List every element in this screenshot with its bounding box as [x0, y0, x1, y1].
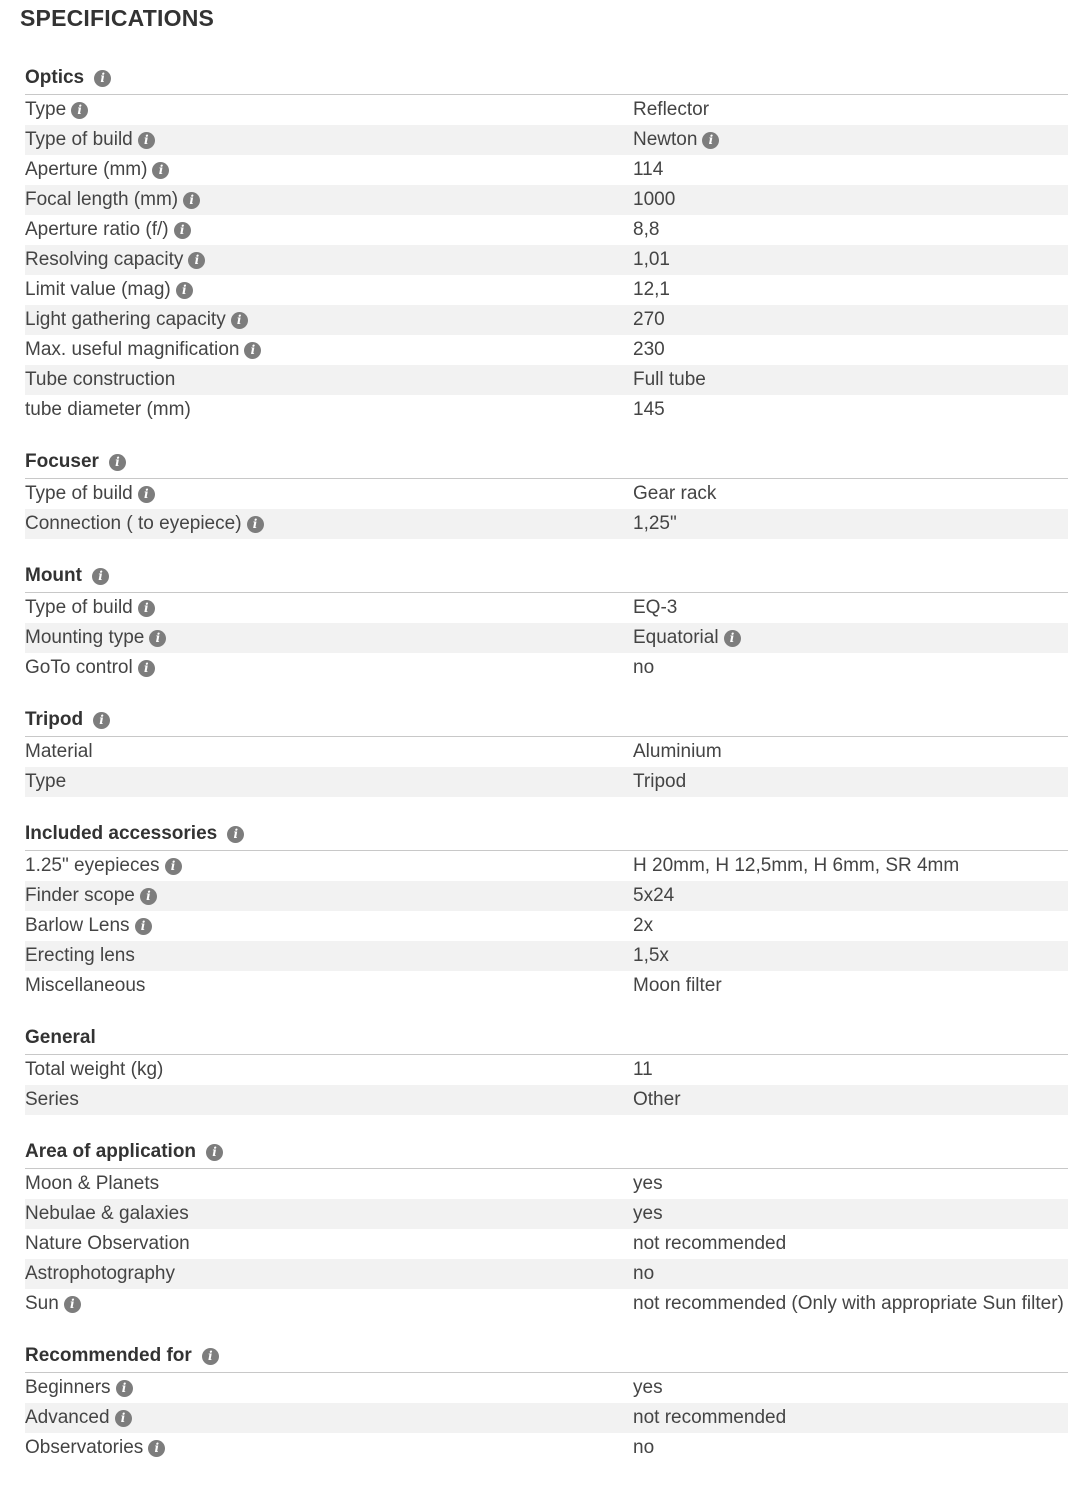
- section-included-accessories: [25, 818, 1068, 1001]
- page-title: SPECIFICATIONS: [20, 5, 215, 31]
- spec-label-cell: [25, 513, 633, 535]
- section-header: [25, 446, 1068, 479]
- spec-label: Aperture (mm): [25, 159, 148, 180]
- info-icon[interactable]: i: [116, 1380, 133, 1397]
- spec-label-cell: [25, 1377, 633, 1399]
- spec-row: [25, 1229, 1068, 1259]
- spec-row: [25, 215, 1068, 245]
- spec-value: 114: [633, 159, 664, 180]
- spec-value: yes: [633, 1203, 663, 1224]
- spec-label-cell: [25, 1059, 633, 1081]
- spec-label: Aperture ratio (f/): [25, 219, 169, 240]
- info-icon[interactable]: i: [71, 102, 88, 119]
- spec-value-cell: [633, 771, 686, 793]
- section-title: Area of application: [25, 1141, 197, 1162]
- spec-rows: [25, 851, 1068, 1001]
- spec-row: [25, 479, 1068, 509]
- spec-label-cell: [25, 1437, 633, 1459]
- info-icon[interactable]: i: [92, 568, 109, 585]
- spec-label: Miscellaneous: [25, 975, 146, 996]
- spec-rows: [25, 1169, 1068, 1319]
- spec-row: [25, 941, 1068, 971]
- info-icon[interactable]: i: [138, 132, 155, 149]
- info-icon[interactable]: i: [64, 1296, 81, 1313]
- spec-row: [25, 365, 1068, 395]
- spec-value: Newton: [633, 129, 698, 150]
- spec-row: [25, 1433, 1068, 1463]
- spec-row: [25, 971, 1068, 1001]
- spec-value-cell: [633, 597, 677, 619]
- section-general: [25, 1022, 1068, 1115]
- spec-value: Tripod: [633, 771, 687, 792]
- spec-row: [25, 1373, 1068, 1403]
- spec-label: Material: [25, 741, 93, 762]
- spec-row: [25, 1403, 1068, 1433]
- spec-value-cell: [633, 1437, 654, 1459]
- spec-row: [25, 155, 1068, 185]
- spec-label: Type of build: [25, 597, 133, 618]
- spec-value: EQ-3: [633, 597, 678, 618]
- section-focuser: [25, 446, 1068, 539]
- spec-label: tube diameter (mm): [25, 399, 191, 420]
- spec-label-cell: [25, 1407, 633, 1429]
- spec-rows: [25, 479, 1068, 539]
- spec-value: 230: [633, 339, 665, 360]
- spec-label: Type: [25, 771, 67, 792]
- spec-label: Astrophotography: [25, 1263, 175, 1284]
- section-header: [25, 704, 1068, 737]
- spec-label-cell: [25, 915, 633, 937]
- spec-value-cell: [633, 1263, 654, 1285]
- spec-rows: [25, 593, 1068, 683]
- spec-value-cell: [633, 975, 722, 997]
- spec-value-cell: [633, 513, 677, 535]
- spec-label-cell: [25, 399, 633, 421]
- spec-row: [25, 1055, 1068, 1085]
- spec-value: yes: [633, 1377, 663, 1398]
- spec-value: 2x: [633, 915, 654, 936]
- spec-row: [25, 1169, 1068, 1199]
- spec-value-cell: [633, 189, 675, 211]
- spec-label-cell: [25, 627, 633, 649]
- spec-row: [25, 767, 1068, 797]
- info-icon[interactable]: i: [227, 826, 244, 843]
- info-icon[interactable]: i: [135, 918, 152, 935]
- spec-value: 1,25": [633, 513, 677, 534]
- spec-label-cell: [25, 741, 633, 763]
- spec-rows: [25, 1055, 1068, 1115]
- spec-label-cell: [25, 219, 633, 241]
- spec-value-cell: [633, 885, 674, 907]
- spec-value: H 20mm, H 12,5mm, H 6mm, SR 4mm: [633, 855, 960, 876]
- spec-label: Total weight (kg): [25, 1059, 164, 1080]
- spec-label-cell: [25, 99, 633, 121]
- spec-value-cell: [633, 741, 722, 763]
- spec-label-cell: [25, 129, 633, 151]
- spec-label: Erecting lens: [25, 945, 135, 966]
- spec-label: Beginners: [25, 1377, 111, 1398]
- spec-row: [25, 653, 1068, 683]
- spec-value-cell: [633, 1089, 681, 1111]
- spec-label: Finder scope: [25, 885, 135, 906]
- section-area-of-application: [25, 1136, 1068, 1319]
- spec-row: [25, 335, 1068, 365]
- spec-label-cell: [25, 975, 633, 997]
- spec-label-cell: [25, 279, 633, 301]
- spec-row: [25, 245, 1068, 275]
- info-icon[interactable]: i: [138, 486, 155, 503]
- spec-row: [25, 185, 1068, 215]
- spec-row: [25, 275, 1068, 305]
- spec-label-cell: [25, 159, 633, 181]
- spec-value: no: [633, 657, 655, 678]
- spec-label-cell: [25, 309, 633, 331]
- spec-label-cell: [25, 369, 633, 391]
- info-icon[interactable]: i: [140, 888, 157, 905]
- spec-value-cell: [633, 1233, 786, 1255]
- spec-row: [25, 509, 1068, 539]
- spec-value-cell: [633, 483, 716, 505]
- spec-value: Aluminium: [633, 741, 722, 762]
- spec-row: [25, 395, 1068, 425]
- spec-rows: [25, 95, 1068, 425]
- spec-row: [25, 1259, 1068, 1289]
- section-header: [25, 818, 1068, 851]
- spec-label: Nebulae & galaxies: [25, 1203, 189, 1224]
- spec-label-cell: [25, 945, 633, 967]
- spec-rows: [25, 1373, 1068, 1463]
- section-header: [25, 1340, 1068, 1373]
- spec-value: not recommended: [633, 1233, 787, 1254]
- spec-label-cell: [25, 657, 633, 679]
- spec-value-cell: [633, 309, 665, 331]
- specifications-table: [25, 62, 1068, 1463]
- spec-label-cell: [25, 771, 633, 793]
- spec-value: Equatorial: [633, 627, 719, 648]
- info-icon[interactable]: i: [93, 712, 110, 729]
- spec-label-cell: [25, 1203, 633, 1225]
- info-icon[interactable]: i: [188, 252, 205, 269]
- info-icon[interactable]: i: [115, 1410, 132, 1427]
- spec-label-cell: [25, 249, 633, 271]
- spec-value-cell: [633, 279, 670, 301]
- spec-label-cell: [25, 855, 633, 877]
- info-icon[interactable]: i: [152, 162, 169, 179]
- spec-value-cell: [633, 249, 670, 271]
- info-icon[interactable]: i: [202, 1348, 219, 1365]
- spec-label-cell: [25, 1089, 633, 1111]
- spec-label-cell: [25, 597, 633, 619]
- spec-label-cell: [25, 1263, 633, 1285]
- section-tripod: [25, 704, 1068, 797]
- info-icon[interactable]: i: [244, 342, 261, 359]
- info-icon[interactable]: i: [94, 70, 111, 87]
- spec-value: no: [633, 1437, 655, 1458]
- spec-label: Connection ( to eyepiece): [25, 513, 242, 534]
- spec-value-cell: [633, 1059, 653, 1081]
- spec-value: 145: [633, 399, 665, 420]
- spec-label: Observatories: [25, 1437, 144, 1458]
- spec-label: Type of build: [25, 483, 133, 504]
- spec-label: Tube construction: [25, 369, 176, 390]
- spec-label-cell: [25, 1233, 633, 1255]
- spec-row: [25, 95, 1068, 125]
- section-title: Optics: [25, 67, 85, 88]
- info-icon[interactable]: i: [174, 222, 191, 239]
- info-icon[interactable]: i: [206, 1144, 223, 1161]
- spec-value-cell: [633, 657, 654, 679]
- spec-row: [25, 911, 1068, 941]
- spec-row: [25, 1085, 1068, 1115]
- spec-label: Moon & Planets: [25, 1173, 160, 1194]
- spec-value: not recommended: [633, 1407, 787, 1428]
- spec-label: Barlow Lens: [25, 915, 130, 936]
- spec-value-cell: [633, 399, 665, 421]
- spec-label-cell: [25, 885, 633, 907]
- info-icon[interactable]: i: [231, 312, 248, 329]
- spec-value-cell: [633, 339, 665, 361]
- spec-row: [25, 1199, 1068, 1229]
- spec-label-cell: [25, 1293, 633, 1315]
- spec-label: Nature Observation: [25, 1233, 190, 1254]
- info-icon[interactable]: i: [165, 858, 182, 875]
- spec-value-cell: [633, 627, 741, 649]
- spec-value-cell: [633, 945, 669, 967]
- spec-value: no: [633, 1263, 655, 1284]
- spec-label: GoTo control: [25, 657, 133, 678]
- section-title: Mount: [25, 565, 82, 586]
- spec-value: 270: [633, 309, 665, 330]
- section-title: Focuser: [25, 451, 99, 472]
- spec-rows: [25, 737, 1068, 797]
- spec-label: Advanced: [25, 1407, 110, 1428]
- spec-label-cell: [25, 483, 633, 505]
- section-optics: [25, 62, 1068, 425]
- spec-value-cell: [633, 855, 959, 877]
- info-icon[interactable]: i: [148, 1440, 165, 1457]
- spec-value: 1,5x: [633, 945, 669, 966]
- info-icon[interactable]: i: [702, 132, 719, 149]
- spec-value-cell: [633, 99, 709, 121]
- section-mount: [25, 560, 1068, 683]
- spec-value: 8,8: [633, 219, 660, 240]
- spec-label: Focal length (mm): [25, 189, 179, 210]
- info-icon[interactable]: i: [138, 600, 155, 617]
- spec-label: Type: [25, 99, 67, 120]
- spec-value-cell: [633, 129, 719, 151]
- spec-value: 12,1: [633, 279, 670, 300]
- section-title: Tripod: [25, 709, 84, 730]
- spec-row: [25, 305, 1068, 335]
- spec-value-cell: [633, 1377, 663, 1399]
- info-icon[interactable]: i: [138, 660, 155, 677]
- section-title: Included accessories: [25, 823, 218, 844]
- info-icon[interactable]: i: [724, 630, 741, 647]
- spec-value-cell: [633, 159, 663, 181]
- spec-label-cell: [25, 189, 633, 211]
- spec-value: Reflector: [633, 99, 710, 120]
- section-title: General: [25, 1027, 96, 1048]
- spec-value: Moon filter: [633, 975, 722, 996]
- spec-value: 11: [633, 1059, 653, 1080]
- info-icon[interactable]: i: [149, 630, 166, 647]
- spec-value-cell: [633, 219, 659, 241]
- spec-value: 1,01: [633, 249, 670, 270]
- spec-value: 5x24: [633, 885, 675, 906]
- section-title: Recommended for: [25, 1345, 192, 1366]
- spec-value: 1000: [633, 189, 676, 210]
- info-icon[interactable]: i: [109, 454, 126, 471]
- section-header: [25, 1022, 1068, 1055]
- spec-label: Type of build: [25, 129, 133, 150]
- spec-label: Mounting type: [25, 627, 145, 648]
- spec-value-cell: [633, 1293, 1064, 1315]
- spec-value: not recommended (Only with appropriate Sun filter): [633, 1293, 1064, 1314]
- spec-label: Light gathering capacity: [25, 309, 226, 330]
- info-icon[interactable]: i: [183, 192, 200, 209]
- spec-value-cell: [633, 915, 653, 937]
- spec-value: Gear rack: [633, 483, 717, 504]
- spec-row: [25, 593, 1068, 623]
- spec-row: [25, 1289, 1068, 1319]
- spec-label: Max. useful magnification: [25, 339, 240, 360]
- spec-row: [25, 881, 1068, 911]
- spec-row: [25, 623, 1068, 653]
- spec-value-cell: [633, 1407, 786, 1429]
- section-header: [25, 1136, 1068, 1169]
- spec-label: Series: [25, 1089, 79, 1110]
- spec-value-cell: [633, 369, 706, 391]
- spec-value: yes: [633, 1173, 663, 1194]
- section-header: [25, 62, 1068, 95]
- spec-row: [25, 125, 1068, 155]
- spec-value-cell: [633, 1203, 663, 1225]
- spec-label: Sun: [25, 1293, 59, 1314]
- spec-value: Full tube: [633, 369, 706, 390]
- spec-label: Resolving capacity: [25, 249, 184, 270]
- spec-value: Other: [633, 1089, 681, 1110]
- spec-label-cell: [25, 339, 633, 361]
- info-icon[interactable]: i: [176, 282, 193, 299]
- section-recommended-for: [25, 1340, 1068, 1463]
- spec-label: Limit value (mag): [25, 279, 171, 300]
- section-header: [25, 560, 1068, 593]
- spec-value-cell: [633, 1173, 663, 1195]
- spec-row: [25, 737, 1068, 767]
- spec-row: [25, 851, 1068, 881]
- info-icon[interactable]: i: [247, 516, 264, 533]
- spec-label-cell: [25, 1173, 633, 1195]
- spec-label: 1.25" eyepieces: [25, 855, 160, 876]
